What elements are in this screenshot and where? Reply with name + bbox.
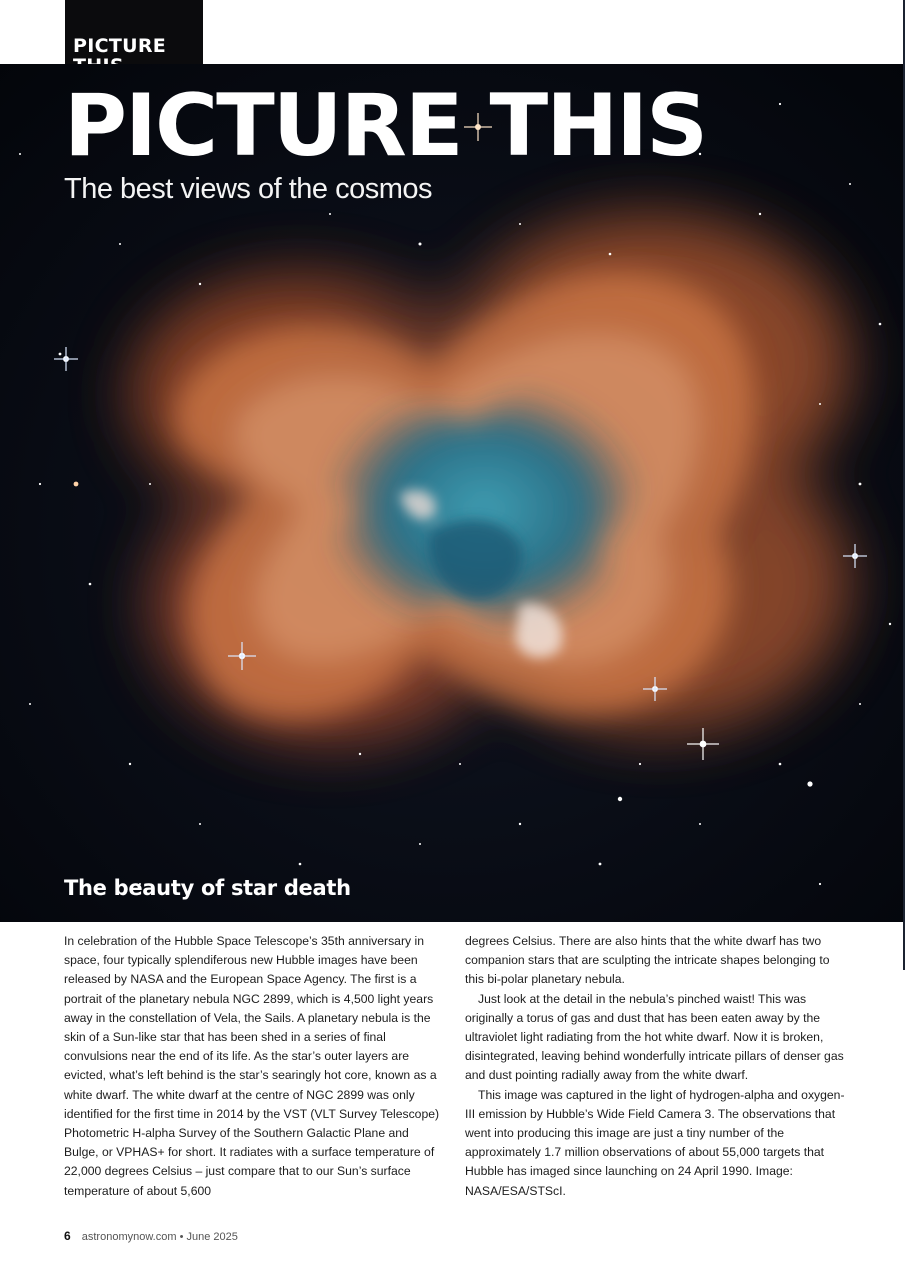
page-title: PICTURE THIS (64, 76, 707, 176)
article-headline: The beauty of star death (64, 876, 351, 900)
article-paragraph: degrees Celsius. There are also hints that the white dwarf has two companion stars that are sculpting the intricate shapes belonging to this bi-polar planetary nebula. (465, 934, 830, 987)
article-column-right (465, 932, 845, 1201)
article-paragraph: Just look at the detail in the nebula’s pinched waist! This was originally a torus of gas and dust that has been eaten away by the ultraviolet light radiating from the hot white dwarf. Now it is broken, disintegrated, leaving behind wonderfully intricate pillars of denser gas and dust pointing radially away from the white dwarf. (465, 991, 844, 1083)
footer-source: astronomynow.com • June 2025 (81, 1231, 238, 1243)
page-subtitle: The best views of the cosmos (64, 173, 432, 205)
article-paragraph: In celebration of the Hubble Space Telescope’s 35th anniversary in space, four typically splendiferous new Hubble images have been released by NASA and the European Space Agency. The first is a portrait of the planetary nebula NGC 2899, which is 4,500 light years away in the constellation of Vela, the Sails. A planetary nebula is the skin of a Sun-like star that has been shed in a series of final convulsions near the end of its life. As the star’s outer layers are evicted, what’s left behind is the star’s searingly hot core, known as a white dwarf. The white dwarf at the centre of NGC 2899 was only identified for the first time in 2014 by the VST (VLT Survey Telescope) Photometric H-alpha Survey of the Southern Galactic Plane and Bulge, or VPHAS+ for short. It radiates with a surface temperature of 22,000 degrees Celsius – just compare that to our Sun’s surface temperature of about 5,600 (64, 934, 440, 1198)
page-footer (64, 1228, 238, 1245)
article-column-left (64, 932, 442, 1201)
page-number: 6 (64, 1229, 71, 1243)
section-tab: PICTURE (65, 0, 203, 64)
article-paragraph: This image was captured in the light of hydrogen-alpha and oxygen-III emission by Hubble’s Wide Field Camera 3. The observations that went into producing this image are just a tiny number of the approximately 1.7 million observations of about 55,000 targets that Hubble has imaged since launching on 24 April 1990. Image: NASA/ESA/STScI. (465, 1087, 845, 1198)
